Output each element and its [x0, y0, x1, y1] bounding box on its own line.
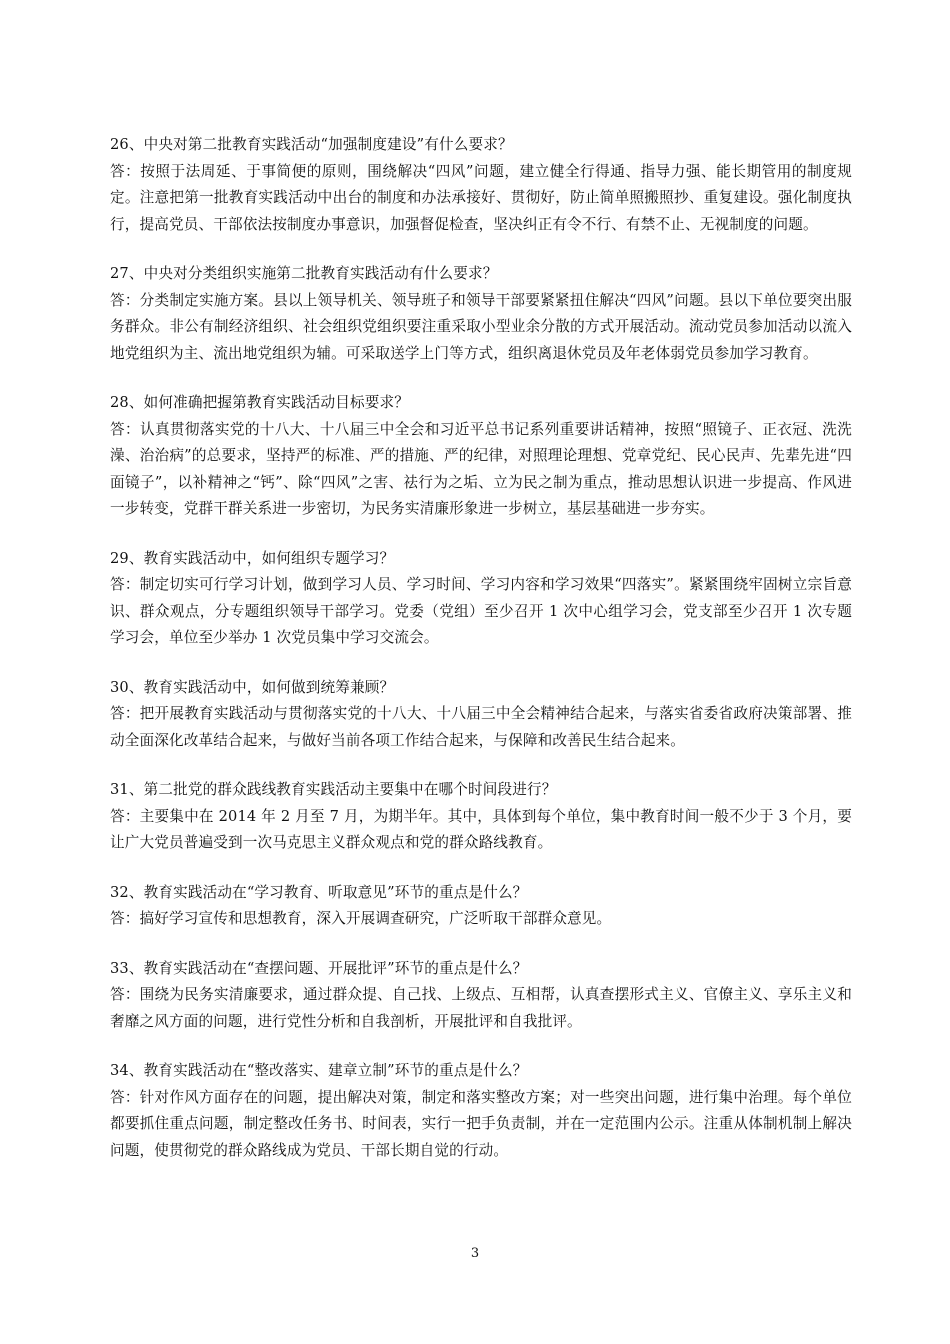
question-29: 29、教育实践活动中，如何组织专题学习？ [110, 549, 395, 567]
question-26: 26、中央对第二批教育实践活动“加强制度建设”有什么要求？ [110, 136, 513, 153]
qa-list [110, 132, 852, 1187]
question-31: 31、第二批党的群众践线教育实践活动主要集中在哪个时间段进行？ [110, 781, 557, 798]
qa-item-32 [110, 880, 852, 933]
answer-27: 答：分类制定实施方案。县以上领导机关、领导班子和领导干部要紧紧扭住解决“四风”问题。县以下单位要突出服务群众。非公有制经济组织、社会组织党组织要注重采取小型业余分散的方式开展活动。流动党员参加活动以流入地党组织为主、流出地党组织为辅。可采取送学上门等方式，组织离退休党员及年老体弱党员参加学习教育。 [110, 291, 852, 362]
qa-item-34 [110, 1058, 852, 1164]
answer-26: 答：按照于法周延、于事简便的原则，围绕解决“四风”问题，建立健全行得通、指导力强、能长期管用的制度规定。注意把第一批教育实践活动中出台的制度和办法承接好、贯彻好，防止简单照搬照抄、重复建设。强化制度执行，提高党员、干部依法按制度办事意识，加强督促检查，坚决纠正有令不行、有禁不止、无视制度的问题。 [110, 162, 852, 233]
question-32: 32、教育实践活动在“学习教育、听取意见”环节的重点是什么？ [110, 883, 528, 901]
answer-28: 答：认真贯彻落实党的十八大、十八届三中全会和习近平总书记系列重要讲话精神，按照“照镜子、正衣冠、洗洗澡、治治病”的总要求，坚持严的标准、严的措施、严的纪律，对照理论理想、党章党纪、民心民声、先辈先进“四面镜子”，以补精神之“钙”、除“四风”之害、祛行为之垢、立为民之制为重点，推动思想认识进一步提高、作风进一步转变，党群干群关系进一步密切，为民务实清廉形象进一步树立，基层基础进一步夯实。 [110, 420, 852, 517]
answer-33: 答：围绕为民务实清廉要求，通过群众提、自己找、上级点、互相帮，认真查摆形式主义、官僚主义、享乐主义和奢靡之风方面的问题，进行党性分析和自我剖析，开展批评和自我批评。 [110, 986, 852, 1030]
qa-item-31 [110, 777, 852, 857]
qa-item-27 [110, 261, 852, 367]
qa-item-28 [110, 390, 852, 523]
answer-32: 答：搞好学习宣传和思想教育，深入开展调查研究，广泛听取干部群众意见。 [110, 910, 612, 927]
answer-30: 答：把开展教育实践活动与贯彻落实党的十八大、十八届三中全会精神结合起来，与落实省委省政府决策部署、推动全面深化改革结合起来，与做好当前各项工作结合起来，与保障和改善民生结合起来。 [110, 705, 852, 749]
answer-31: 答：主要集中在 2014 年 2 月至 7 月，为期半年。其中，具体到每个单位，集中教育时间一般不少于 3 个月，要让广大党员普遍受到一次马克思主义群众观点和党的群众路线教育。 [110, 807, 852, 851]
qa-item-26 [110, 132, 852, 238]
qa-item-30 [110, 675, 852, 755]
question-27: 27、中央对分类组织实施第二批教育实践活动有什么要求？ [110, 265, 498, 282]
answer-29: 答：制定切实可行学习计划，做到学习人员、学习时间、学习内容和学习效果“四落实”。紧紧围绕牢固树立宗旨意识、群众观点，分专题组织领导干部学习。党委（党组）至少召开 1 次中心组学习会，党支部至少召开 1 次专题学习会，单位至少举办 1 次党员集中学习交流会。 [110, 576, 852, 646]
qa-item-33 [110, 956, 852, 1036]
question-33: 33、教育实践活动在“查摆问题、开展批评”环节的重点是什么？ [110, 959, 528, 977]
page-number: 3 [470, 1246, 480, 1261]
question-34: 34、教育实践活动在“整改落实、建章立制”环节的重点是什么？ [110, 1062, 528, 1079]
answer-34: 答：针对作风方面存在的问题，提出解决对策，制定和落实整改方案；对一些突出问题，进行集中治理。每个单位都要抓住重点问题，制定整改任务书、时间表，实行一把手负责制，并在一定范围内公示。注重从体制机制上解决问题，使贯彻党的群众路线成为党员、干部长期自觉的行动。 [110, 1088, 852, 1159]
qa-item-29 [110, 546, 852, 652]
question-30: 30、教育实践活动中，如何做到统筹兼顾？ [110, 678, 395, 696]
question-28: 28、如何准确把握第教育实践活动目标要求？ [110, 394, 410, 411]
